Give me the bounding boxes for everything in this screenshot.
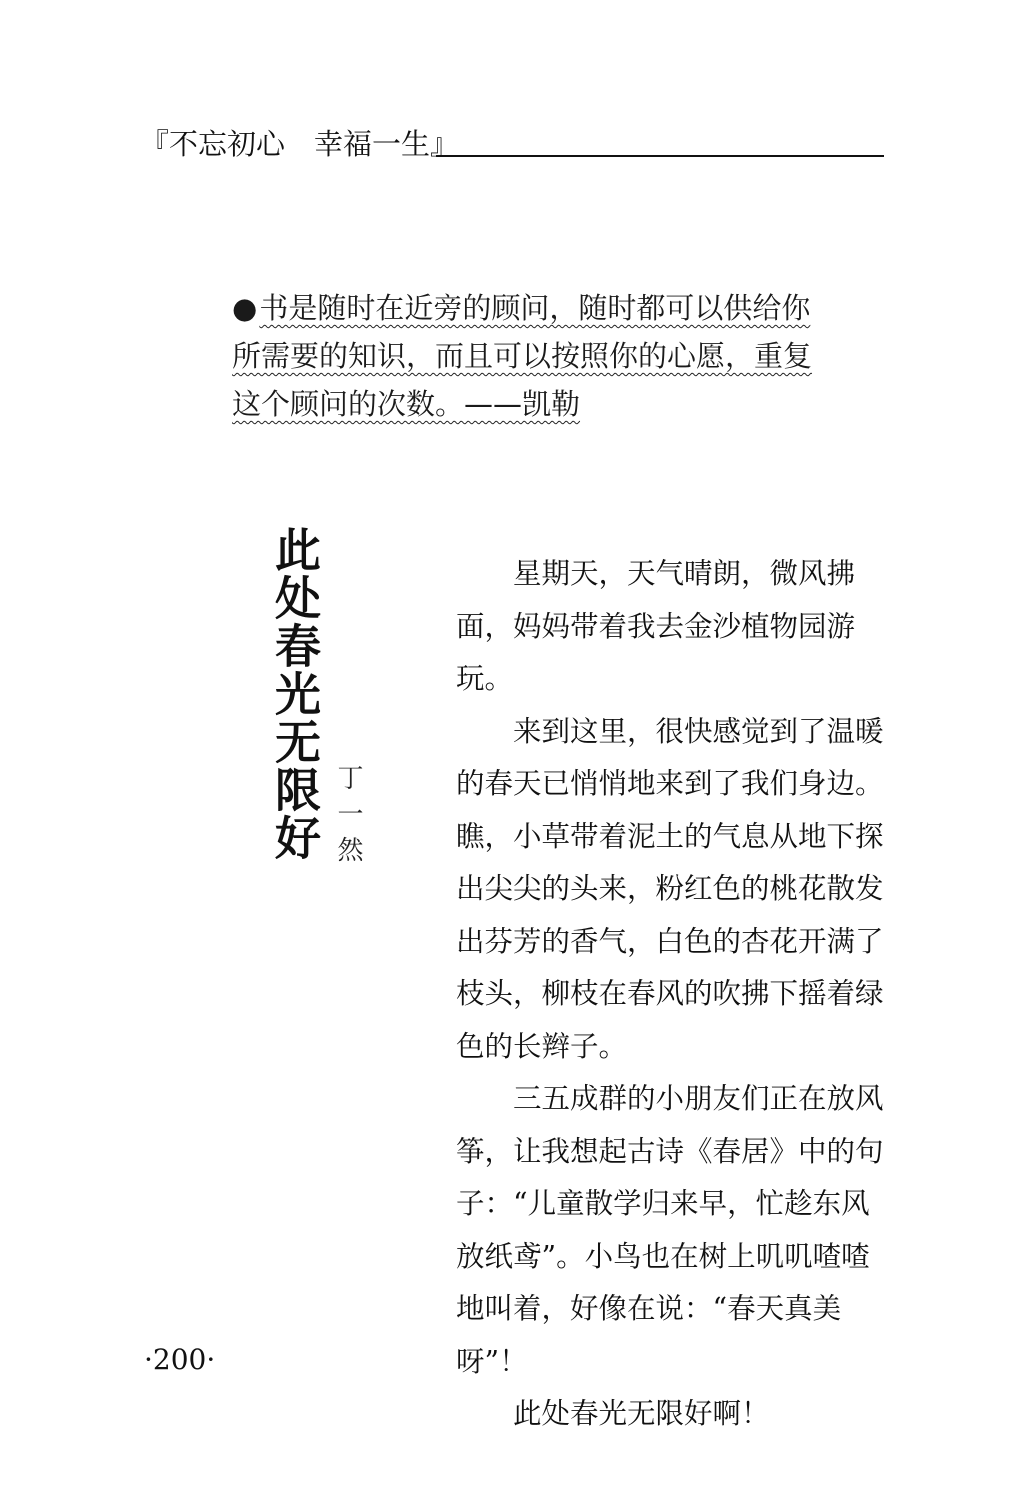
header-rule	[436, 155, 884, 157]
article-title: 此处春光无限好	[268, 526, 322, 862]
paragraph-3: 三五成群的小朋友们正在放风筝，让我想起古诗《春居》中的句子：“儿童散学归来早，忙趁东风放纸鸢”。小鸟也在树上叽叽喳喳地叫着，好像在说：“春天真美呀”！	[456, 1082, 884, 1378]
quote-text: 书是随时在近旁的顾问，随时都可以供给你所需要的知识，而且可以按照你的心愿，重复这个顾问的次数。——凯勒	[232, 291, 813, 421]
page-number: ·200·	[144, 1343, 216, 1376]
paragraph-1: 星期天，天气晴朗，微风拂面，妈妈带着我去金沙植物园游玩。	[456, 557, 856, 695]
article-author: 丁一然	[333, 764, 363, 872]
running-header: 『不忘初心 幸福一生』	[140, 127, 460, 161]
article-body	[456, 548, 888, 1441]
quote-block	[232, 284, 832, 428]
bullet-icon: ●	[232, 291, 258, 325]
paragraph-2: 来到这里，很快感觉到了温暖的春天已悄悄地来到了我们身边。瞧，小草带着泥土的气息从地下探出尖尖的头来，粉红色的桃花散发出芬芳的香气，白色的杏花开满了枝头，柳枝在春风的吹拂下摇着绿色的长辫子。	[456, 714, 884, 1063]
paragraph-4: 此处春光无限好啊！	[513, 1397, 770, 1430]
